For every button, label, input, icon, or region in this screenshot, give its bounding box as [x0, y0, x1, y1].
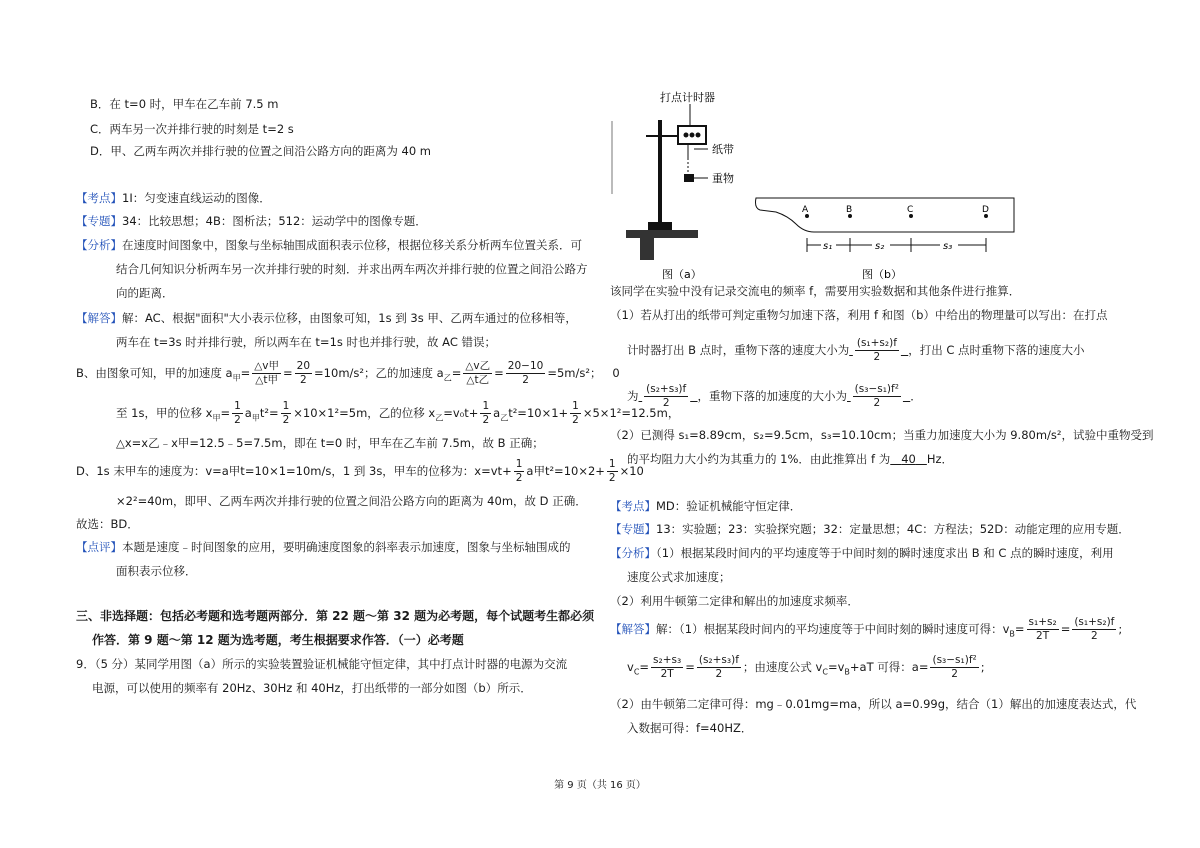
zhuanti-right: 【专题】13：实验题；23：实验探究题；32：定量思想；4C：方程法；52D：动能定理的应用专题． — [610, 522, 1130, 536]
caption-a: 图（a） — [662, 268, 702, 281]
fenxi-right-1: 【分析】（1）根据某段时间内的平均速度等于中间时刻的瞬时速度求出 B 和 C 点的瞬时速度，利用 — [610, 546, 1114, 560]
part1-line2: 计时器打出 B 点时，重物下落的速度大小为 $\frac{\text{(s₁+s₂)f}}{2}$ ，打出 C 点时重物下落的速度大小 — [627, 337, 1085, 363]
fraction: $\frac{1}{2}$ — [515, 458, 523, 484]
weight-label: 重物 — [712, 172, 734, 185]
fraction: $\frac{20}{2}$ — [296, 360, 311, 386]
jieda-right-2: $v_C=$ $\frac{\text{s₂+s₃}}{2T}$ = $\frac{\text{(s₂+s₃)f}}{2}$ ；由速度公式 $v_C=v_B+aT$ 可得：a= $\frac{\text{(s₃−s₁)f²}}{2}$ ; — [627, 654, 985, 680]
answer-vb: $\frac{\text{(s₁+s₂)f}}{2}$ — [856, 337, 897, 363]
fraction: $\frac{20-10}{2}$ — [507, 360, 544, 386]
fraction: $\frac{\text{△v乙}}{\text{△t乙}}$ — [465, 360, 491, 386]
kaodian-right: 【考点】MD：验证机械能守恒定律． — [610, 499, 802, 513]
fenxi-left-2: 结合几何知识分析两车另一次并排行驶的时刻．并求出两车两次并排行驶的位置之间沿公路方 — [116, 262, 588, 276]
jieda-left-1: 【解答】解：AC、根据"面积"大小表示位移，由图象可知，1s 到 3s 甲、乙两车通过的位移相等， — [76, 311, 577, 325]
option-c: C．两车另一次并排行驶的时刻是 t=2 s — [90, 122, 294, 136]
dianping-1: 【点评】本题是速度﹣时间图象的应用，要明确速度图象的斜率表示加速度，图象与坐标轴围成的 — [76, 540, 571, 554]
kaodian-left: 【考点】1I：匀变速直线运动的图像． — [76, 191, 271, 205]
fenxi-right-3: （2）利用牛顿第二定律和解出的加速度求频率． — [610, 594, 859, 608]
jieda-d-line2: ×2²=40m，即甲、乙两车两次并排行驶的位置之间沿公路方向的距离为 40m，故 D 正确． — [116, 494, 587, 508]
fraction: $\frac{\text{(s₁+s₂)f}}{2}$ — [1074, 616, 1115, 642]
section-heading-1: 三、非选择题：包括必考题和选考题两部分．第 22 题～第 32 题为必考题，每个试题考生都必须 — [76, 609, 595, 623]
fenxi-left-3: 向的距离． — [116, 286, 174, 300]
tape-label: 纸带 — [712, 143, 734, 156]
answer-vc: $\frac{\text{(s₂+s₃)f}}{2}$ — [646, 383, 687, 409]
segment-s2-label: s₂ — [875, 241, 885, 252]
segment-s3-label: s₃ — [943, 241, 953, 252]
question-9-line2: 电源，可以使用的频率有 20Hz、30Hz 和 40Hz，打出纸带的一部分如图（b）所示． — [92, 681, 532, 695]
answer-accel: $\frac{\text{(s₃−s₁)f²}}{2}$ — [854, 383, 899, 409]
jieda-b-line3: △x=x乙﹣x甲=12.5﹣5=7.5m，即在 t=0 时，甲车在乙车前 7.5m，故 B 正确； — [116, 436, 544, 450]
fenxi-right-2: 速度公式求加速度； — [627, 570, 731, 584]
dianping-2: 面积表示位移． — [116, 564, 197, 578]
section-heading-2: 作答．第 9 题～第 12 题为选考题，考生根据要求作答．（一）必考题 — [92, 633, 464, 647]
jieda-right-3: （2）由牛顿第二定律可得：mg﹣0.01mg=ma，所以 a=0.99g，结合（1）解出的加速度表达式，代 — [610, 697, 1137, 711]
part2-line2: 的平均阻力大小约为其重力的 1%．由此推算出 f 为 40 Hz． — [627, 452, 954, 466]
fraction: $\frac{1}{2}$ — [482, 400, 490, 426]
fraction: $\frac{1}{2}$ — [572, 400, 579, 426]
fraction: $\frac{\text{(s₂+s₃)f}}{2}$ — [698, 654, 739, 680]
fraction: $\frac{1}{2}$ — [608, 458, 616, 484]
fenxi-left-1: 【分析】在速度时间图象中，图象与坐标轴围成面积表示位移，根据位移关系分析两车位置关系．可 — [76, 238, 582, 252]
apparatus-diagram — [612, 104, 708, 260]
option-b: B．在 t=0 时，甲车在乙车前 7.5 m — [90, 97, 279, 111]
caption-b: 图（b） — [862, 268, 902, 281]
fraction: $\frac{\text{s₁+s₂}}{2T}$ — [1028, 616, 1057, 642]
experiment-figure — [600, 86, 1020, 282]
part1-line3: 为 $\frac{\text{(s₂+s₃)f}}{2}$ ，重物下落的加速度的大小为 $\frac{\text{(s₃−s₁)f²}}{2}$ ． — [627, 383, 922, 409]
part2-line1: （2）已测得 s₁=8.89cm，s₂=9.5cm，s₃=10.10cm；当重力加速度大小为 9.80m/s²，试验中重物受到 — [610, 428, 1154, 442]
timer-label: 打点计时器 — [660, 91, 715, 104]
segment-s1-label: s₁ — [823, 241, 833, 252]
page-footer: 第 9 页（共 16 页） — [554, 780, 646, 791]
guxuan: 故选：BD． — [76, 517, 139, 531]
part1-line1: （1）若从打出的纸带可判定重物匀加速下落，利用 f 和图（b）中给出的物理量可以写出：在打点 — [610, 308, 1108, 322]
right-intro: 该同学在实验中没有记录交流电的频率 f，需要用实验数据和其他条件进行推算． — [610, 284, 1021, 298]
jieda-d-line1: D、1s 末甲车的速度为：v=a甲t=10×1=10m/s，1 到 3s，甲车的位移为：x=vt+ $\frac{1}{2}$ a甲t²=10×2+ $\frac{1}{2}$ ×10 — [76, 458, 644, 484]
zhuanti-left: 【专题】34：比较思想；4B：图析法；512：运动学中的图像专题． — [76, 214, 427, 228]
fraction: $\frac{1}{2}$ — [234, 400, 241, 426]
answer-frequency: 40 — [901, 452, 916, 466]
point-c-label: C — [907, 205, 914, 215]
jieda-b-line1: B、由图象可知，甲的加速度 $a_甲=$ $\frac{\text{△v甲}}{\text{△t甲}}$ = $\frac{20}{2}$ =10m/s²；乙的加速度 $a_乙=$ $\frac{\text{△v乙}}{\text{△t乙}}$ = $\frac{20-10}{2}$ =5m/s²； 0 — [76, 360, 620, 386]
option-d: D．甲、乙两车两次并排行驶的位置之间沿公路方向的距离为 40 m — [90, 144, 431, 158]
point-b-label: B — [846, 205, 853, 215]
question-9-line1: 9．（5 分）某同学用图（a）所示的实验装置验证机械能守恒定律，其中打点计时器的电源为交流 — [76, 657, 568, 671]
point-a-label: A — [802, 205, 809, 215]
jieda-left-2: 两车在 t=3s 时并排行驶，所以两车在 t=1s 时也并排行驶，故 AC 错误； — [116, 335, 497, 349]
paper-tape-diagram — [756, 198, 1015, 252]
jieda-b-line2: 至 1s，甲的位移 $x_甲=$ $\frac{1}{2}$ $a_甲t^2=$ $\frac{1}{2}$ ×10×1²=5m，乙的位移 $x_乙=v_0t+$ $\frac{1}{2}$ $a_乙t^2=10\times 1+$ $\frac{1}{2}$ ×5×1²=12.5m， — [116, 400, 680, 426]
fraction: $\frac{\text{(s₃−s₁)f²}}{2}$ — [932, 654, 977, 680]
fraction: $\frac{\text{△v甲}}{\text{△t甲}}$ — [254, 360, 280, 386]
jieda-right-1: 【解答】解：（1）根据某段时间内的平均速度等于中间时刻的瞬时速度可得：$v_B=$ $\frac{\text{s₁+s₂}}{2T}$ = $\frac{\text{(s₁+s₂)f}}{2}$ ; — [610, 616, 1123, 642]
fraction: $\frac{\text{s₂+s₃}}{2T}$ — [653, 654, 682, 680]
fraction: $\frac{1}{2}$ — [282, 400, 290, 426]
jieda-right-4: 入数据可得：f=40HZ． — [627, 721, 753, 735]
point-d-label: D — [982, 205, 989, 215]
